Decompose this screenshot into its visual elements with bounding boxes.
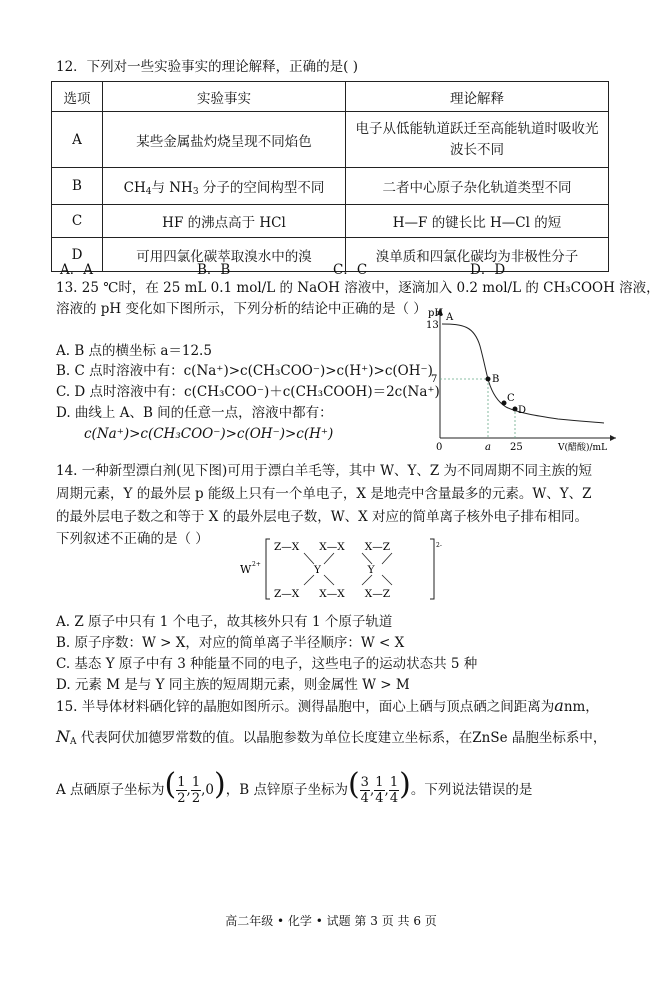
ph-titration-graph [418, 306, 618, 456]
q13-line2: 溶液的 pH 变化如下图所示，下列分析的结论中正确的是（ ） [56, 301, 427, 317]
coord-value: 0 [205, 782, 215, 798]
q14-option-d: D. 元素 M 是与 Y 同主族的短周期元素，则金属性 W > M [56, 677, 410, 693]
q15-line1 [56, 697, 599, 716]
subscript: 4 [145, 186, 152, 197]
q12-option-d: D．D [470, 262, 506, 278]
bond [324, 575, 334, 585]
point-b [486, 377, 491, 382]
point-d [513, 407, 518, 412]
denominator: 4 [360, 791, 369, 806]
text: ，B 点锌原子坐标为 [225, 782, 348, 798]
table-cell: A [52, 112, 103, 168]
fraction [191, 775, 201, 806]
fraction [374, 775, 384, 806]
table-row [52, 238, 609, 272]
table-row [52, 205, 609, 238]
table-row [52, 168, 609, 205]
q12-option-b: B．B [197, 262, 231, 278]
q12-option-a: A．A [60, 262, 93, 278]
table-cell: H—F 的键长比 H—Cl 的短 [346, 205, 609, 238]
bond [304, 553, 314, 564]
text: 。下列说法错误的是 [410, 782, 533, 798]
text: 晶胞坐标系中， [507, 730, 607, 746]
q13-option-d-relation: c(Na⁺)>c(CH₃COO⁻)>c(OH⁻)>c(H⁺) [84, 426, 334, 442]
table-cell: HF 的沸点高于 HCl [103, 205, 346, 238]
table-cell: 溴单质和四氯化碳均为非极性分子 [346, 238, 609, 272]
table-row [52, 112, 609, 168]
q14-option-a: A. Z 原子中只有 1 个电子，故其核外只有 1 个原子轨道 [56, 614, 393, 630]
bleach-structure [236, 535, 446, 605]
structure-w-charge: 2+ [252, 561, 261, 568]
cell-line: 波长不同 [450, 141, 504, 158]
denominator: 4 [389, 791, 399, 806]
bond [362, 575, 372, 585]
table-cell: 可用四氯化碳萃取溴水中的溴 [103, 238, 346, 272]
q14-line3: 的最外层电子数之和等于 X 的最外层电子数，W、X 对应的简单离子核外电子排布相同。 [56, 509, 588, 525]
x-axis-arrow [610, 435, 616, 441]
x-axis-label: V(醋酸)/mL [558, 443, 608, 453]
q13-line1: 13. 25 ℃时，在 25 mL 0.1 mol/L 的 NaOH 溶液中，逐滴加入 0.2 mol/L 的 CH₃COOH 溶液， [56, 280, 660, 296]
y-tick-7: 7 [431, 374, 438, 385]
q15-line2 [56, 728, 606, 751]
denominator: 4 [375, 791, 384, 806]
structure-row-middle: Y Y [314, 564, 375, 576]
q15-line3: A 点硒原子坐标为( $\frac{1}{2}$ , $\frac{1}{2}$ ,0)，B 点锌原子坐标为( $\frac{3}{4}$ , $\frac{1}{4}$ , $\frac{1}{4}$ )。下列说法错误的是 [56, 767, 533, 806]
var-n: N [56, 727, 70, 746]
point-c-label: C [507, 393, 515, 404]
q12-stem: 12．下列对一些实验事实的理论解释，正确的是( ) [56, 59, 359, 75]
q13-option-a: A. B 点的横坐标 a＝12.5 [56, 343, 212, 359]
fraction [360, 775, 370, 806]
paren: ( [164, 767, 177, 802]
text: nm， [563, 699, 599, 715]
bond [362, 553, 372, 564]
q14-line4: 下列叙述不正确的是（ ） [56, 531, 209, 547]
numerator: 1 [191, 775, 201, 790]
bond [382, 575, 392, 585]
fraction [389, 775, 399, 806]
numerator: 1 [389, 775, 399, 790]
text: 15. 半导体材料硒化锌的晶胞如图所示。测得晶胞中，面心上硒与顶点硒之间距离为 [56, 699, 555, 715]
formula: ZnSe [472, 730, 508, 746]
structure-charge: 2- [436, 542, 442, 549]
point-d-label: D [518, 405, 527, 416]
q14-option-c: C. 基态 Y 原子中有 3 种能量不同的电子，这些电子的运动状态共 5 种 [56, 656, 478, 672]
q13-option-c: C. D 点时溶液中有：c(CH₃COO⁻)＋c(CH₃COOH)＝2c(Na⁺) [56, 384, 440, 400]
q14-option-b: B. 原子序数：W > X，对应的简单离子半径顺序：W < X [56, 635, 405, 651]
structure-row-top: Z—X X—X X—Z [274, 541, 391, 553]
table-cell: D [52, 238, 103, 272]
page-footer: 高二年级 • 化学 • 试题 第 3 页 共 6 页 [225, 914, 437, 928]
text: CH [123, 179, 146, 196]
point-c [502, 401, 507, 406]
table-cell: 二者中心原子杂化轨道类型不同 [346, 168, 609, 205]
point-a-label: A [446, 312, 454, 323]
q13-option-b: B. C 点时溶液中有：c(Na⁺)>c(CH₃COO⁻)>c(H⁺)>c(OH⁻) [56, 363, 433, 379]
structure-w: W [240, 563, 252, 576]
numerator: 1 [177, 775, 186, 790]
table-header: 理论解释 [346, 82, 609, 112]
fraction [176, 775, 186, 806]
subscript: A [70, 737, 77, 747]
table-cell [346, 112, 609, 168]
table-header: 选项 [52, 82, 103, 112]
q14-line1: 14. 一种新型漂白剂(见下图)可用于漂白羊毛等，其中 W、Y、Z 为不同周期不同主族的短 [56, 463, 593, 479]
table-cell: C [52, 205, 103, 238]
q13-option-d: D. 曲线上 A、B 间的任意一点，溶液中都有： [56, 405, 333, 421]
text: A 点硒原子坐标为 [56, 782, 165, 798]
table-cell: B [52, 168, 103, 205]
numerator: 3 [360, 775, 369, 790]
right-bracket [430, 539, 434, 599]
text: 与 NH [151, 179, 193, 196]
paren: ( [347, 767, 360, 802]
cell-line: 电子从低能轨道跃迁至高能轨道时吸收光 [355, 120, 599, 137]
q12-table [51, 81, 609, 272]
paren: ) [214, 767, 226, 802]
table-cell: 某些金属盐灼烧呈现不同焰色 [103, 112, 346, 168]
x-tick-a: a [485, 442, 491, 453]
x-tick-25: 25 [510, 442, 523, 453]
subscript: 3 [192, 186, 199, 197]
y-tick-13: 13 [426, 320, 439, 331]
bond [304, 575, 314, 585]
structure-row-bottom: Z—X X—X X—Z [274, 588, 391, 600]
table-cell [103, 168, 346, 205]
denominator: 2 [191, 791, 201, 806]
left-bracket [266, 539, 270, 599]
numerator: 1 [375, 775, 384, 790]
denominator: 2 [177, 791, 186, 806]
y-axis-label: pH [428, 308, 444, 319]
text: 分子的空间构型不同 [198, 179, 325, 196]
paren: ) [399, 767, 411, 802]
point-b-label: B [492, 374, 500, 385]
x-tick-0: 0 [436, 442, 443, 453]
q14-line2: 周期元素，Y 的最外层 p 能级上只有一个单电子，X 是地壳中含量最多的元素。W、Y、Z [56, 486, 592, 502]
bond [382, 553, 392, 564]
q12-option-c: C．C [333, 262, 368, 278]
table-header-row [52, 82, 609, 112]
var-a: a [554, 696, 564, 715]
bond [324, 553, 334, 564]
table-header: 实验事实 [103, 82, 346, 112]
text: 代表阿伏加德罗常数的值。以晶胞参数为单位长度建立坐标系，在 [76, 730, 473, 746]
